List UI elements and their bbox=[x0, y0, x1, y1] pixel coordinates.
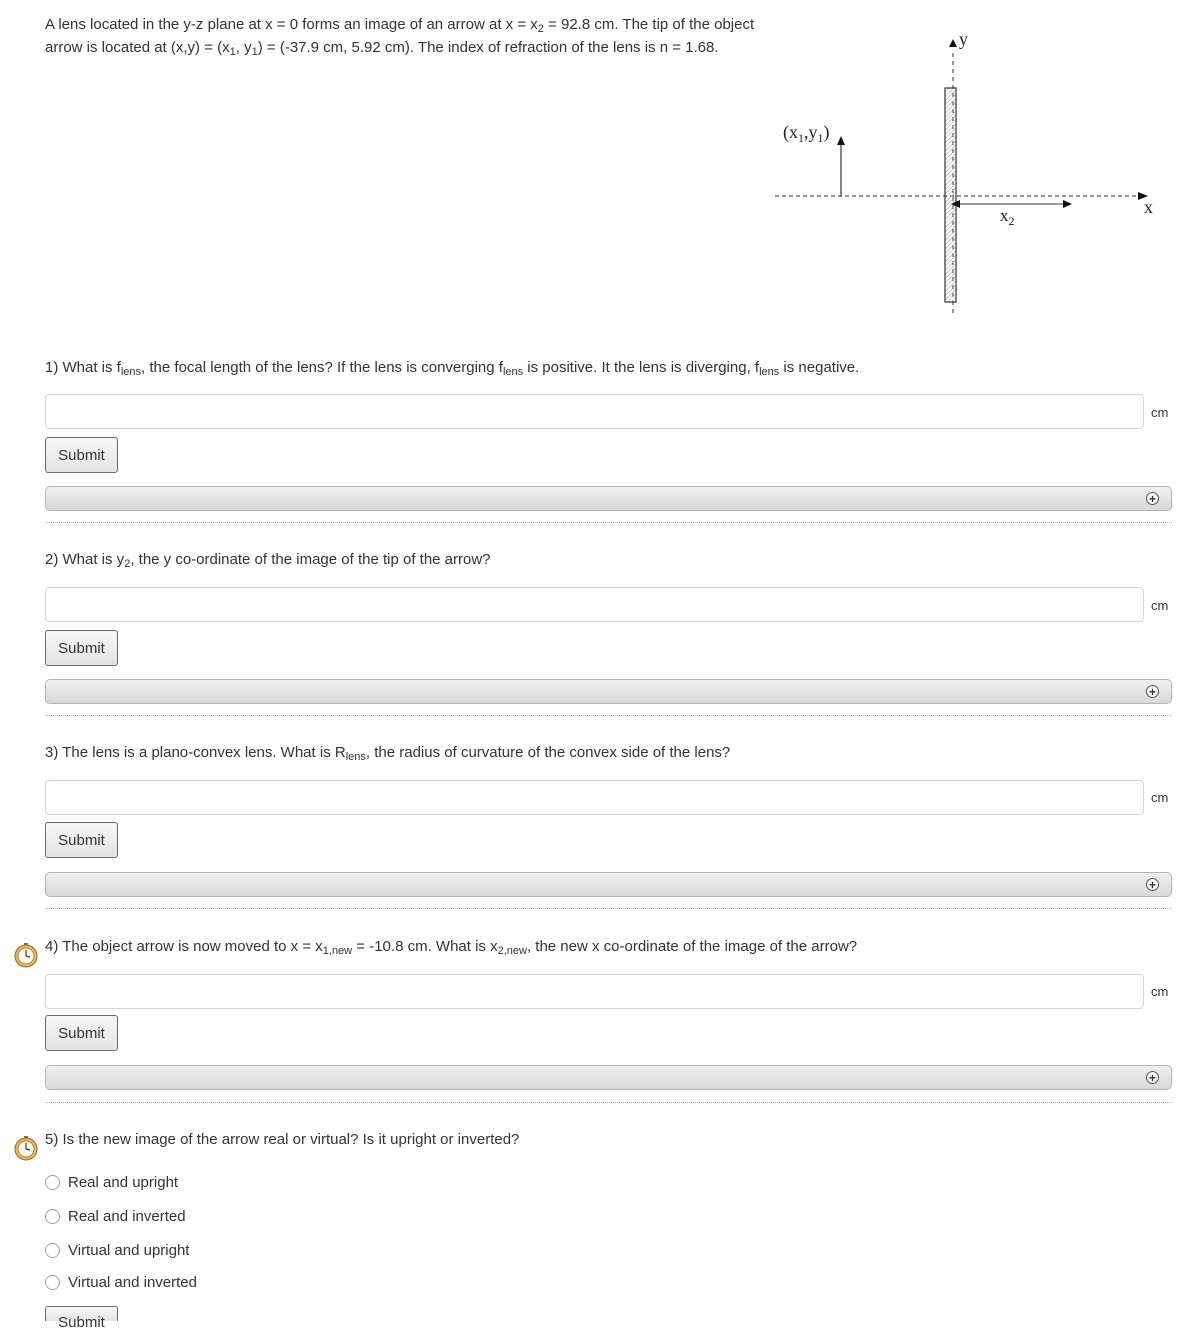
stopwatch-icon bbox=[13, 942, 39, 968]
hint-bar-2[interactable] bbox=[45, 679, 1172, 704]
question-5-text: 5) Is the new image of the arrow real or virtual? Is it upright or inverted? bbox=[45, 1131, 520, 1148]
y-axis-arrowhead bbox=[949, 39, 957, 47]
question-2-text: 2) What is $y_2$, the y co-ordinate of the image of the tip of the arrow? bbox=[45, 551, 491, 570]
problem-statement: A lens located in the y-z plane at x = 0 forms an image of an arrow at $x = x_2 = 92.8$ cm. The tip of the object arrow is located at $(x,y) = (x_1$, $y_1) = (-37.9$ cm, 5.92 cm). The index of refraction of the lens is n = 1.68. bbox=[45, 16, 755, 58]
radio-button[interactable] bbox=[45, 1175, 60, 1190]
expand-plus-icon[interactable]: + bbox=[1146, 1071, 1159, 1084]
answer-1-unit: cm bbox=[1151, 405, 1169, 420]
radio-button[interactable] bbox=[45, 1209, 60, 1224]
answer-2-input[interactable] bbox=[45, 587, 1144, 622]
hint-bar-1[interactable] bbox=[45, 486, 1172, 511]
y-axis-label: y bbox=[959, 29, 968, 49]
answer-3-unit: cm bbox=[1151, 790, 1169, 805]
object-tip-label: $(x_1,y_1)$ bbox=[783, 122, 830, 145]
separator bbox=[45, 715, 1172, 716]
submit-1-button[interactable]: Submit bbox=[45, 437, 118, 473]
answer-3-input[interactable] bbox=[45, 780, 1144, 815]
answer-2-unit: cm bbox=[1151, 598, 1169, 613]
hint-bar-3[interactable] bbox=[45, 872, 1172, 897]
radio-button[interactable] bbox=[45, 1275, 60, 1290]
question-4-text: 4) The object arrow is now moved to $x = x_{1,new} = -10.8$ cm. What is $x_{2,new}$, the new x co-ordinate of the image of the arrow? bbox=[45, 938, 858, 957]
separator bbox=[45, 522, 1172, 523]
x-axis-label: x bbox=[1144, 197, 1153, 217]
x2-label: $x_2$ bbox=[1000, 206, 1015, 228]
submit-3-button[interactable]: Submit bbox=[45, 822, 118, 858]
lens bbox=[945, 88, 956, 302]
answer-4-unit: cm bbox=[1151, 984, 1169, 999]
submit-2-button[interactable]: Submit bbox=[45, 630, 118, 666]
option-real-upright[interactable]: Real and upright bbox=[45, 1174, 178, 1191]
option-virtual-upright[interactable]: Virtual and upright bbox=[45, 1242, 189, 1259]
object-arrowhead bbox=[837, 136, 845, 145]
separator bbox=[45, 908, 1172, 909]
lens-diagram bbox=[770, 25, 1170, 320]
answer-1-input[interactable] bbox=[45, 394, 1144, 429]
question-1-text: 1) What is $f_{lens}$, the focal length of the lens? If the lens is converging $f_{lens}$ is positive. It the lens is diverging, $f_{lens}$ is negative. bbox=[45, 359, 860, 378]
option-virtual-inverted[interactable]: Virtual and inverted bbox=[45, 1274, 197, 1291]
radio-button[interactable] bbox=[45, 1243, 60, 1258]
question-3-text: 3) The lens is a plano-convex lens. What is $R_{lens}$, the radius of curvature of the convex side of the lens? bbox=[45, 744, 731, 763]
submit-5-button[interactable]: Submit bbox=[45, 1306, 118, 1321]
hint-bar-4[interactable] bbox=[45, 1065, 1172, 1090]
answer-4-input[interactable] bbox=[45, 974, 1144, 1009]
expand-plus-icon[interactable]: + bbox=[1146, 878, 1159, 891]
expand-plus-icon[interactable]: + bbox=[1146, 685, 1159, 698]
separator bbox=[45, 1102, 1172, 1103]
stopwatch-icon bbox=[13, 1135, 39, 1161]
expand-plus-icon[interactable]: + bbox=[1146, 492, 1159, 505]
option-real-inverted[interactable]: Real and inverted bbox=[45, 1208, 186, 1225]
submit-4-button[interactable]: Submit bbox=[45, 1015, 118, 1051]
